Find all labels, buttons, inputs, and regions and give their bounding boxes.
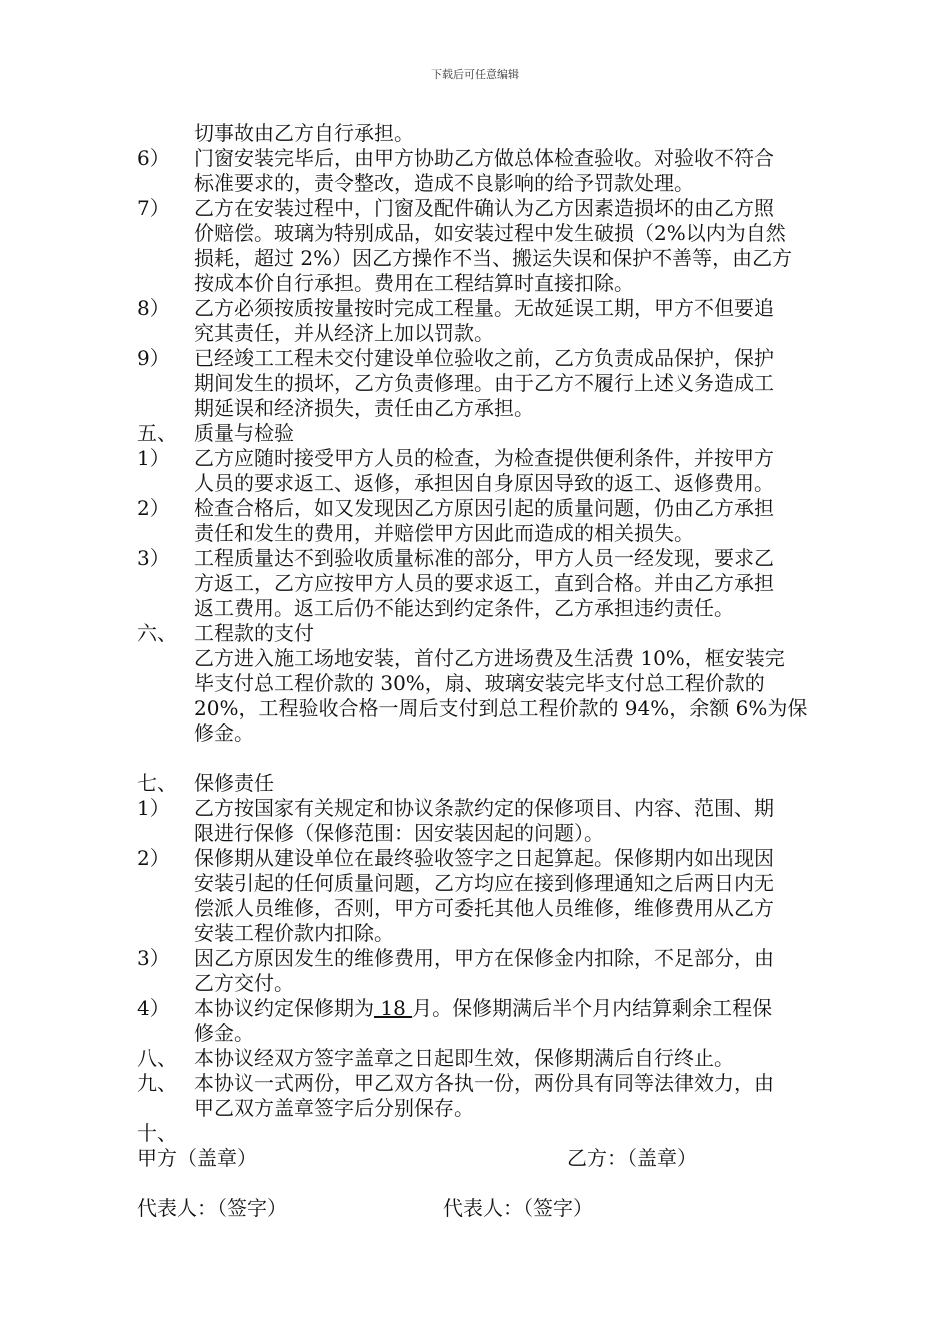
clause-number: 2） [137, 496, 170, 520]
clause-number: 9） [137, 346, 170, 370]
clause-text: 限进行保修（保修范围：因安装因起的问题）。 [194, 821, 604, 845]
clause-text: 切事故由乙方自行承担。 [194, 121, 414, 145]
closing-lines [137, 1046, 859, 1146]
clause-line [137, 146, 859, 171]
warranty-prefix: 本协议约定保修期为 [194, 996, 374, 1020]
clause-text: 乙方进入施工场地安装，首付乙方进场费及生活费 10%，框安装完 [194, 646, 785, 670]
clause-line [137, 571, 859, 596]
spacer [137, 1171, 859, 1196]
clause-line [137, 371, 859, 396]
clause-line [137, 821, 859, 846]
clause-text: 乙方交付。 [194, 971, 294, 995]
clause-text: 保修责任 [194, 771, 274, 795]
clause-line [137, 221, 859, 246]
clause-text: 偿派人员维修，否则，甲方可委托其他人员维修，维修费用从乙方 [194, 896, 774, 920]
clause-line [137, 346, 859, 371]
party-a-representative: 代表人：（签字） [137, 1196, 287, 1220]
clause-line [137, 621, 859, 646]
clause-number: 4） [137, 996, 170, 1020]
clause-line [137, 471, 859, 496]
clause-line [137, 946, 859, 971]
clause-number: 1） [137, 446, 170, 470]
clause-line [137, 896, 859, 921]
clause-line [137, 671, 859, 696]
clause-text: 工程款的支付 [194, 621, 314, 645]
clause-number: 6） [137, 146, 170, 170]
document-body [137, 121, 859, 1221]
clause-line-warranty-cont [137, 1021, 859, 1046]
clause-text: 乙方在安装过程中，门窗及配件确认为乙方因素造损坏的由乙方照 [194, 196, 774, 220]
clause-number: 七、 [137, 771, 177, 795]
clause-line [137, 321, 859, 346]
clause-number: 1） [137, 796, 170, 820]
clause-text: 期间发生的损坏，乙方负责修理。由于乙方不履行上述义务造成工 [194, 371, 774, 395]
party-b-seal: 乙方：（盖章） [567, 1146, 697, 1170]
clause-text: 修金。 [194, 1021, 254, 1045]
clause-number: 十、 [137, 1121, 177, 1145]
clause-line [137, 871, 859, 896]
clause-lines [137, 121, 859, 996]
clause-number: 五、 [137, 421, 177, 445]
clause-number: 2） [137, 846, 170, 870]
clause-text: 乙方必须按质按量按时完成工程量。无故延误工期，甲方不但要追 [194, 296, 774, 320]
clause-text: 检查合格后，如又发现因乙方原因引起的质量问题，仍由乙方承担 [194, 496, 774, 520]
clause-number: 六、 [137, 621, 177, 645]
clause-line [137, 971, 859, 996]
clause-number: 7） [137, 196, 170, 220]
clause-text: 安装引起的任何质量问题，乙方均应在接到修理通知之后两日内无 [194, 871, 774, 895]
clause-text: 门窗安装完毕后，由甲方协助乙方做总体检查验收。对验收不符合 [194, 146, 774, 170]
clause-text: 标准要求的，责令整改，造成不良影响的给予罚款处理。 [194, 171, 694, 195]
clause-text: 期延误和经济损失，责任由乙方承担。 [194, 396, 534, 420]
clause-line [137, 196, 859, 221]
clause-line [137, 1121, 859, 1146]
clause-line [137, 921, 859, 946]
clause-line [137, 396, 859, 421]
clause-line [137, 271, 859, 296]
clause-text: 本协议经双方签字盖章之日起即生效，保修期满后自行终止。 [194, 1046, 734, 1070]
clause-line [137, 446, 859, 471]
clause-text: 质量与检验 [194, 421, 294, 445]
clause-text [194, 996, 772, 1021]
seal-line [137, 1146, 859, 1171]
clause-text: 责任和发生的费用，并赔偿甲方因此而造成的相关损失。 [194, 521, 694, 545]
clause-text: 人员的要求返工、返修，承担因自身原因导致的返工、返修费用。 [194, 471, 774, 495]
clause-text: 甲乙双方盖章签字后分别保存。 [194, 1096, 474, 1120]
clause-text: 20%，工程验收合格一周后支付到总工程价款的 94%，余额 6%为保 [194, 696, 808, 720]
warranty-months: 18 [374, 996, 413, 1020]
clause-text: 毕支付总工程价款的 30%，扇、玻璃安装完毕支付总工程价款的 [194, 671, 765, 695]
clause-line [137, 771, 859, 796]
clause-text: 究其责任，并从经济上加以罚款。 [194, 321, 494, 345]
clause-line-warranty [137, 996, 859, 1021]
clause-line [137, 171, 859, 196]
clause-text: 方返工，乙方应按甲方人员的要求返工，直到合格。并由乙方承担 [194, 571, 774, 595]
representative-line [137, 1196, 859, 1221]
clause-text: 保修期从建设单位在最终验收签字之日起算起。保修期内如出现因 [194, 846, 774, 870]
clause-text: 本协议一式两份，甲乙双方各执一份，两份具有同等法律效力，由 [194, 1071, 774, 1095]
clause-line [137, 496, 859, 521]
clause-line [137, 846, 859, 871]
clause-line [137, 421, 859, 446]
clause-line [137, 296, 859, 321]
clause-line [137, 721, 859, 746]
page-header: 下载后可任意编辑 [431, 68, 519, 81]
clause-text: 价赔偿。玻璃为特别成品，如安装过程中发生破损（2%以内为自然 [194, 221, 786, 245]
clause-text: 乙方应随时接受甲方人员的检查，为检查提供便利条件，并按甲方 [194, 446, 774, 470]
clause-text: 已经竣工工程未交付建设单位验收之前，乙方负责成品保护，保护 [194, 346, 774, 370]
clause-text: 工程质量达不到验收质量标准的部分，甲方人员一经发现，要求乙 [194, 546, 774, 570]
clause-number: 8） [137, 296, 170, 320]
clause-line [137, 1096, 859, 1121]
clause-line [137, 596, 859, 621]
clause-text: 乙方按国家有关规定和协议条款约定的保修项目、内容、范围、期 [194, 796, 774, 820]
clause-line [137, 796, 859, 821]
party-b-representative: 代表人：（签字） [443, 1196, 593, 1220]
clause-number: 八、 [137, 1046, 177, 1070]
clause-text: 损耗，超过 2%）因乙方操作不当、搬运失误和保护不善等，由乙方 [194, 246, 793, 270]
clause-text: 按成本价自行承担。费用在工程结算时直接扣除。 [194, 271, 634, 295]
clause-number: 3） [137, 946, 170, 970]
clause-line [137, 546, 859, 571]
clause-line [137, 521, 859, 546]
clause-text: 修金。 [194, 721, 254, 745]
clause-text: 因乙方原因发生的维修费用，甲方在保修金内扣除，不足部分，由 [194, 946, 774, 970]
clause-number: 九、 [137, 1071, 177, 1095]
clause-text: 返工费用。返工后仍不能达到约定条件，乙方承担违约责任。 [194, 596, 734, 620]
clause-number: 3） [137, 546, 170, 570]
clause-line [137, 121, 859, 146]
clause-line [137, 1046, 859, 1071]
clause-line [137, 696, 859, 721]
clause-text: 安装工程价款内扣除。 [194, 921, 394, 945]
clause-line [137, 646, 859, 671]
clause-line [137, 246, 859, 271]
warranty-suffix: 月。保修期满后半个月内结算剩余工程保 [412, 996, 773, 1020]
clause-line [137, 1071, 859, 1096]
party-a-seal: 甲方（盖章） [137, 1146, 257, 1170]
clause-line [137, 746, 859, 771]
